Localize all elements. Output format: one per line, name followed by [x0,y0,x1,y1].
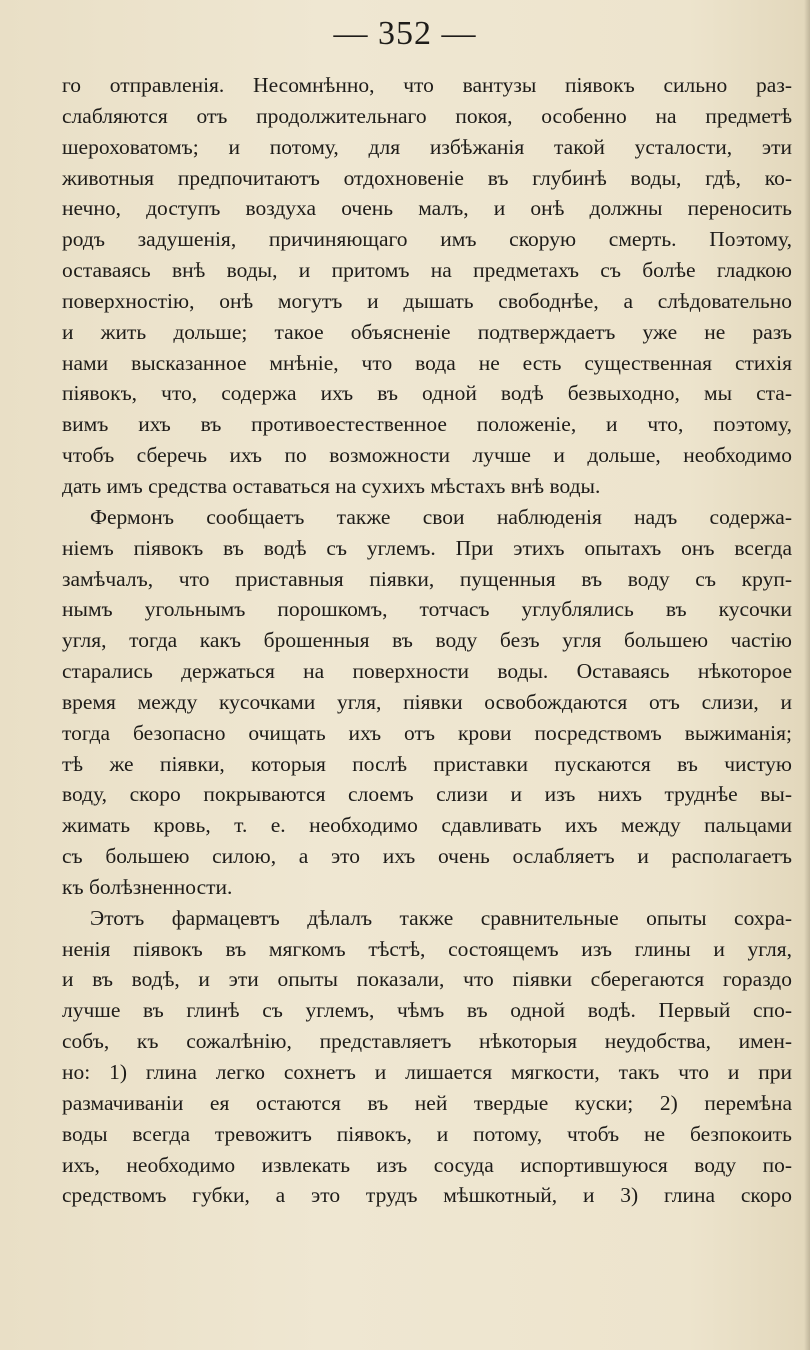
text-line: вимъ ихъ въ противоестественное положеніе, и что, поэтому, [62,412,792,437]
text-line: животныя предпочитаютъ отдохновеніе въ глубинѣ воды, гдѣ, ко- [62,165,792,190]
text-line: Этотъ фармацевтъ дѣлалъ также сравнительные опыты сохра- [90,905,792,930]
text-line: воду, скоро покрываются слоемъ слизи и изъ нихъ труднѣе вы- [62,782,792,807]
text-line: Фермонъ сообщаетъ также свои наблюденія надъ содержа- [90,504,792,529]
text-line: ніемъ піявокъ въ водѣ съ углемъ. При этихъ опытахъ онъ всегда [62,535,792,560]
text-line: къ болѣзненности. [62,874,233,899]
text-line: нами высказанное мнѣніе, что вода не есть существенная стихія [62,350,792,375]
page-edge-shadow [804,0,810,1350]
text-line: собъ, къ сожалѣнію, представляетъ нѣкоторыя неудобства, имен- [62,1029,792,1054]
text-line: слабляются отъ продолжительнаго покоя, особенно на предметѣ [62,103,792,128]
text-line: тогда безопасно очищать ихъ отъ крови посредствомъ выжиманія; [62,720,792,745]
body-text [62,70,792,1211]
text-line: жимать кровь, т. е. необходимо сдавливать ихъ между пальцами [62,813,792,838]
text-line: время между кусочками угля, піявки освобождаются отъ слизи, и [62,689,792,714]
text-line: лучше въ глинѣ съ углемъ, чѣмъ въ одной водѣ. Первый спо- [62,998,792,1023]
page-number: — 352 — [333,15,477,52]
text-line: угля, тогда какъ брошенныя въ воду безъ угля большею частію [62,628,792,653]
text-line: поверхностію, онѣ могутъ и дышать свободнѣе, а слѣдовательно [62,288,792,313]
text-line: средствомъ губки, а это трудъ мѣшкотный, и 3) глина скоро [62,1183,792,1208]
text-line: ненія піявокъ въ мягкомъ тѣстѣ, состоящемъ изъ глины и угля, [62,936,792,961]
text-line: родъ задушенія, причиняющаго имъ скорую смерть. Поэтому, [62,227,792,252]
text-line: го отправленія. Несомнѣнно, что вантузы піявокъ сильно раз- [62,73,792,97]
text-line: нечно, доступъ воздуха очень малъ, и онѣ должны переносить [62,196,792,221]
text-line: и въ водѣ, и эти опыты показали, что піявки сберегаются гораздо [62,967,792,992]
text-line: старались держаться на поверхности воды. Оставаясь нѣкоторое [62,659,792,684]
text-line: ихъ, необходимо извлекать изъ сосуда испортившуюся воду по- [62,1152,792,1177]
text-line: и жить дольше; такое объясненіе подтверждаетъ уже не разъ [62,319,792,344]
text-line: тѣ же піявки, которыя послѣ приставки пускаются въ чистую [62,751,792,776]
text-line: нымъ угольнымъ порошкомъ, тотчасъ углублялись въ кусочки [62,597,792,622]
text-line: воды всегда тревожитъ піявокъ, и потому, чтобъ не безпокоить [62,1121,792,1146]
text-line: размачиваніи ея остаются въ ней твердые куски; 2) перемѣна [62,1090,792,1115]
text-line: съ большею силою, а это ихъ очень ослабляетъ и располагаетъ [62,844,792,869]
text-line: дать имъ средства оставаться на сухихъ мѣстахъ внѣ воды. [62,473,601,498]
text-line: замѣчалъ, что приставныя піявки, пущенныя въ воду съ круп- [62,566,792,591]
text-line: чтобъ сберечь ихъ по возможности лучше и дольше, необходимо [62,443,792,468]
text-line: оставаясь внѣ воды, и притомъ на предметахъ съ болѣе гладкою [62,258,792,283]
text-line: но: 1) глина легко сохнетъ и лишается мягкости, такъ что и при [62,1060,792,1084]
text-line: піявокъ, что, содержа ихъ въ одной водѣ безвыходно, мы ста- [62,381,792,406]
text-line: шероховатомъ; и потому, для избѣжанія такой усталости, эти [62,134,792,159]
